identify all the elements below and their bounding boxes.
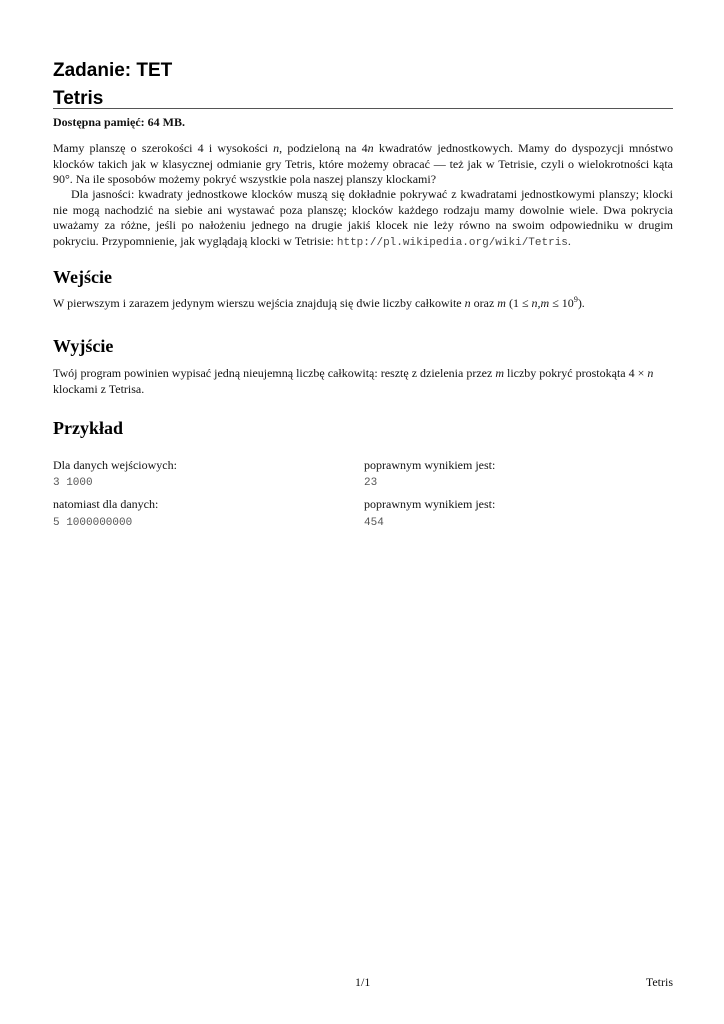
output-description: Twój program powinien wypisać jedną nieujemną liczbę całkowitą: resztę z dzielenia przez m liczby pokryć prostokąta 4 × n klockami z Tetrisa. bbox=[53, 366, 654, 396]
input-description: W pierwszym i zarazem jedynym wierszu wejścia znajdują się dwie liczby całkowite n oraz m $(1 \le n,m \le 10^9)$. bbox=[53, 295, 585, 310]
example-2-input-label: natomiast dla danych: bbox=[53, 497, 159, 511]
example-2-output-value: 454 bbox=[364, 517, 384, 529]
example-1-input-label: Dla danych wejściowych: bbox=[53, 458, 177, 472]
memory-limit: Dostępna pamięć: 64 MB. bbox=[53, 115, 185, 129]
example-1-input-value: 3 1000 bbox=[53, 477, 93, 489]
footer-task-name: Tetris bbox=[645, 975, 673, 989]
header-divider bbox=[53, 108, 673, 109]
statement-paragraph-2: Dla jasności: kwadraty jednostkowe klocków muszą się dokładnie pokrywać z kwadratami jednostkowymi planszy; klocki nie mogą nachodzić na siebie ani wystawać poza planszę; klocków każdego rodzaju mamy dowolnie wiele. Dwa pokrycia uważamy za różne, jeśli po nałożeniu jednego na drugie jakiś klocek nie leży równo na swoim odpowiedniku w drugim pokryciu. Przypomnienie, jak wyglądają klocki w Tetrisie: http://pl.wikipedia.org/wiki/Tetris. bbox=[53, 187, 673, 249]
input-heading: Wejście bbox=[53, 267, 112, 287]
example-heading: Przykład bbox=[53, 418, 123, 438]
example-2-output-label: poprawnym wynikiem jest: bbox=[364, 497, 496, 511]
statement-paragraph-1: Mamy planszę o szerokości 4 i wysokości n, podzieloną na 4n kwadratów jednostkowych. Mamy do dyspozycji mnóstwo klocków takich jak w klasycznej odmianie gry Tetris, które możemy obracać — też jak w Tetrisie, czyli o wielokrotności kąta 90°. Na ile sposobów możemy pokryć wszystkie pola naszej planszy klockami? bbox=[53, 141, 673, 186]
task-title: Zadanie: TET bbox=[53, 60, 173, 81]
example-2-input-value: 5 1000000000 bbox=[53, 517, 133, 529]
footer-page-number: 1/1 bbox=[355, 975, 371, 989]
tetris-link[interactable]: http://pl.wikipedia.org/wiki/Tetris bbox=[336, 236, 568, 249]
task-name: Tetris bbox=[53, 88, 104, 109]
example-1-output-value: 23 bbox=[364, 477, 378, 489]
output-heading: Wyjście bbox=[53, 336, 114, 356]
example-1-output-label: poprawnym wynikiem jest: bbox=[364, 458, 496, 472]
